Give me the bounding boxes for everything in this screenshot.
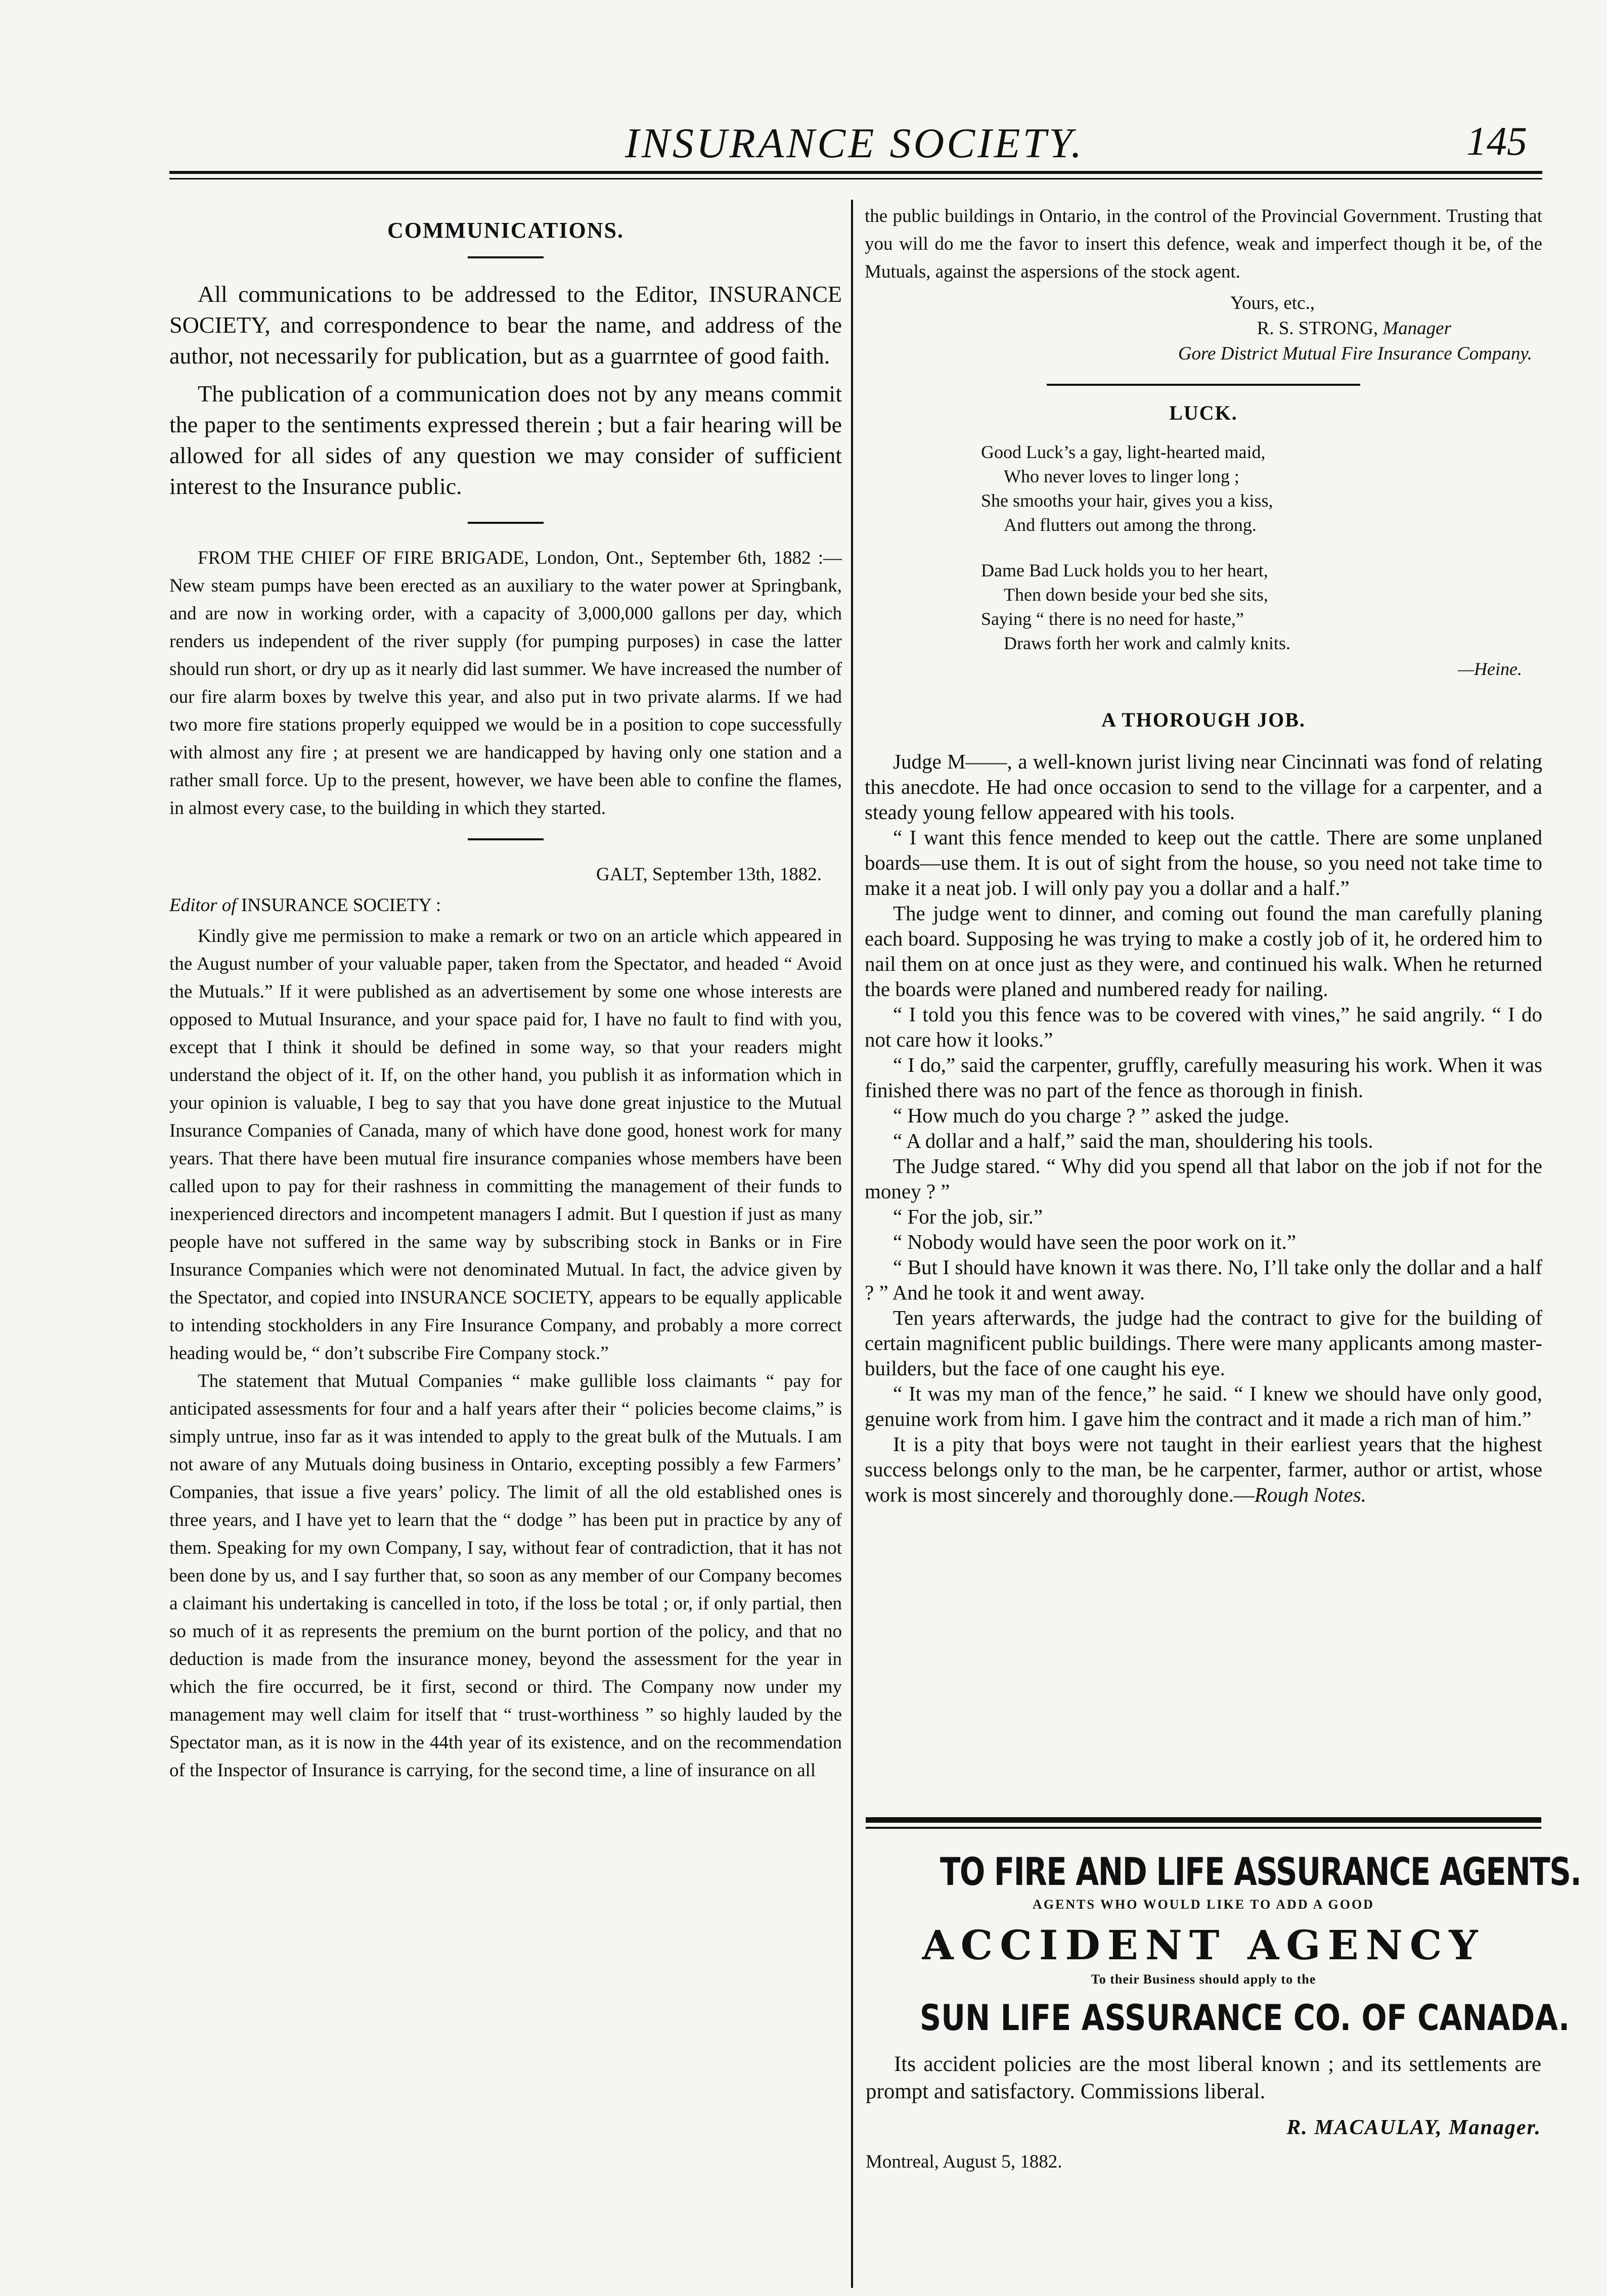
story-paragraph: “ How much do you charge ? ” asked the judge. [893, 1104, 1289, 1127]
signer-company: Gore District Mutual Fire Insurance Company. [1178, 343, 1532, 364]
column-divider [851, 200, 853, 2288]
poem-line: Dame Bad Luck holds you to her heart, [981, 560, 1268, 580]
ad-company-name: SUN LIFE ASSURANCE CO. OF CANADA. [919, 1997, 1570, 2039]
poem-line: Who never loves to linger long ; [1004, 466, 1239, 486]
communications-heading: COMMUNICATIONS. [387, 218, 624, 243]
story-source: Rough Notes. [1254, 1483, 1366, 1506]
story-paragraph: Ten years afterwards, the judge had the contract to give for the building of certain magnificent public buildings. There were many applicants among master-builders, but the face of one caught his eye. [865, 1306, 1542, 1380]
story-paragraph: “ For the job, sir.” [893, 1205, 1043, 1228]
story-paragraph: “ Nobody would have seen the poor work on it.” [893, 1230, 1297, 1253]
fire-chief-report [169, 544, 842, 822]
ad-subline-2: To their Business should apply to the [1091, 1972, 1316, 1987]
story-paragraph: The judge went to dinner, and coming out found the man carefully planing each board. Supposing he was trying to make a costly job of it, he ordered him to nail them on at once just as they were, and continued his walk. When he returned the boards were planed and numbered ready for nailing. [865, 902, 1542, 1001]
fire-chief-lead: FROM THE CHIEF OF FIRE BRIGADE, [198, 548, 529, 568]
story-paragraph-final [865, 1431, 1542, 1507]
section-rule [468, 522, 544, 524]
story-paragraph: “ It was my man of the fence,” he said. “ I knew we should have only good, genuine work from him. I gave him the contract and it made a rich man of him.” [865, 1382, 1542, 1430]
story-paragraph: “ A dollar and a half,” said the man, shouldering his tools. [893, 1129, 1373, 1152]
salutation-italic: Editor of [169, 895, 237, 916]
ad-rule-thick [866, 1817, 1541, 1823]
ad-date: Montreal, August 5, 1882. [866, 2151, 1062, 2172]
story-paragraph: “ I want this fence mended to keep out the cattle. There are some unplaned boards—use them. It is out of sight from the house, so you need not take time to make it a neat job. I will only pay you a dollar and a half.” [865, 826, 1542, 899]
thorough-job-heading: A THOROUGH JOB. [1101, 708, 1306, 731]
ad-rule-thin [866, 1827, 1541, 1829]
letter-signer [865, 316, 1451, 341]
poem-line: Draws forth her work and calmly knits. [1004, 633, 1290, 653]
running-title: INSURANCE SOCIETY. [624, 120, 1085, 167]
page-number: 145 [1466, 119, 1527, 164]
section-rule [1047, 384, 1360, 386]
letter-closing: Yours, etc., [1230, 293, 1315, 313]
galt-letter-paragraph-1: Kindly give me permission to make a remark or two on an article which appeared in the August number of your valuable paper, taken from the Spectator, and headed “ Avoid the Mutuals.” If it were published as an advertisement by some one whose interests are opposed to Mutual Insurance, and your space paid for, I have no fault to find with you, except that I think it should be defined in some way, so that your readers might understand the object of it. If, on the other hand, you publish it as information which in your opinion is valuable, I beg to say that you have done great injustice to the Mutual Insurance Companies of Canada, many of which have done good, honest work for many years. That there have been mutual fire insurance companies whose members have been called upon to pay for their rashness in committing the management of their funds to inexperienced directors and incompetent managers I admit. But I question if just as many people have not suffered in the same way by subscribing stock in Banks or in Fire Insurance Companies which were not denominated Mutual. In fact, the advice given by the Spectator, and copied into INSURANCE SOCIETY, appears to be equally applicable to intending stockholders in any Fire Insurance Company, and probably a more correct heading would be, “ don’t subscribe Fire Company stock.” [169, 926, 842, 1364]
fire-chief-body: London, Ont., September 6th, 1882 :—New steam pumps have been erected as an auxiliary to the water power at Springbank, and are now in working order, with a capacity of 3,000,000 gallons per day, which renders us independent of the river supply (for pumping purposes) in case the latter should run short, or dry up as it nearly did last summer. We have increased the number of our fire alarm boxes by twelve this year, and also put in two private alarms. If we had two more fire stations properly equipped we would be in a position to cope successfully with almost any fire ; at present we are handicapped by having only one station and a rather small force. Up to the present, however, we have been able to confine the flames, in almost every case, to the building in which they started. [169, 548, 842, 819]
sun-life-advertisement [866, 1817, 1581, 2173]
section-rule [468, 256, 544, 258]
ad-signer: R. MACAULAY, Manager. [1286, 2116, 1541, 2139]
poem-line: Saying “ there is no need for haste,” [981, 609, 1244, 629]
story-paragraph: “ I do,” said the carpenter, gruffly, carefully measuring his work. When it was finished there was no part of the fence as thorough in finish. [865, 1053, 1542, 1102]
signer-name: R. S. STRONG, [1257, 318, 1378, 339]
story-paragraph: “ But I should have known it was there. No, I’ll take only the dollar and a half ? ” And he took it and went away. [865, 1255, 1542, 1304]
thorough-job-story [865, 749, 1542, 1507]
communications-paragraph-2: The publication of a communication does not by any means commit the paper to the sentiments expressed therein ; but a fair hearing will be allowed for all sides of any question we may consider of sufficient interest to the Insurance public. [169, 381, 842, 499]
ad-headline: TO FIRE AND LIFE ASSURANCE AGENTS. [940, 1849, 1581, 1894]
right-column [865, 202, 1542, 1507]
story-paragraph: Judge M——, a well-known jurist living near Cincinnati was fond of relating this anecdote. He had once occasion to send to the village for a carpenter, and a steady young fellow appeared with his tools. [865, 750, 1542, 824]
poem-line: Good Luck’s a gay, light-hearted maid, [981, 442, 1266, 462]
left-column [169, 202, 842, 1784]
letter-salutation [169, 891, 842, 919]
header-rule-thin [169, 178, 1542, 179]
ad-subline-1: AGENTS WHO WOULD LIKE TO ADD A GOOD [1033, 1897, 1374, 1912]
story-paragraph: “ I told you this fence was to be covered with vines,” he said angrily. “ I do not care how it looks.” [865, 1003, 1542, 1051]
luck-heading: LUCK. [1169, 401, 1238, 424]
poem-line: She smooths your hair, gives you a kiss, [981, 490, 1273, 511]
luck-poem [981, 440, 1542, 655]
signer-title: Manager [1378, 318, 1451, 339]
salutation-publication: INSURANCE SOCIETY : [236, 895, 441, 916]
poem-attribution: —Heine. [1458, 659, 1522, 679]
ad-agency-title: ACCIDENT AGENCY [922, 1921, 1485, 1969]
story-paragraph-text: It is a pity that boys were not taught in their earliest years that the highest success belongs only to the man, be he carpenter, farmer, author or artist, whose work is most sincerely and thoroughly done.— [865, 1432, 1542, 1506]
poem-line: And flutters out among the throng. [1004, 515, 1257, 535]
poem-line: Then down beside your bed she sits, [1004, 584, 1268, 605]
galt-dateline: GALT, September 13th, 1882. [596, 864, 822, 885]
section-rule [468, 838, 544, 840]
ad-body: Its accident policies are the most liberal known ; and its settlements are prompt and satisfactory. Commissions liberal. [866, 2052, 1541, 2103]
galt-letter-paragraph-2: The statement that Mutual Companies “ make gullible loss claimants “ pay for anticipated assessments for four and a half years after their “ policies become claims,” is simply untrue, inso far as it was intended to apply to the great bulk of the Mutuals. I am not aware of any Mutuals doing business in Ontario, excepting possibly a few Farmers’ Companies, that issue a five years’ policy. The limit of all the old established ones is three years, and I have yet to learn that the “ dodge ” has been put in practice by any of them. Speaking for my own Company, I say, without fear of contradiction, that it has not been done by us, and I say further that, so soon as any member of our Company becomes a claimant his undertaking is cancelled in toto, if the loss be total ; or, if only partial, then so much of it as represents the premium on the burnt portion of the policy, and that no deduction is made from the insurance money, beyond the assessment for the year in which the fire occurred, be it first, second or third. The Company now under my management may well claim for itself that “ trust-worthiness ” so highly lauded by the Spectator man, as it is now in the 44th year of its existence, and on the recommendation of the Inspector of Insurance is carrying, for the second time, a line of insurance on all [169, 1371, 842, 1781]
story-paragraph: The Judge stared. “ Why did you spend all that labor on the job if not for the money ? ” [865, 1154, 1542, 1203]
communications-paragraph-1: All communications to be addressed to the Editor, INSURANCE SOCIETY, and correspondence to bear the name, and address of the author, not necessarily for publication, but as a guarrntee of good faith. [169, 281, 842, 369]
galt-letter-continued: the public buildings in Ontario, in the control of the Provincial Government. Trusting that you will do me the favor to insert this defence, weak and imperfect though it be, of the Mutuals, against the aspersions of the stock agent. [865, 206, 1542, 282]
header-rule-thick [169, 171, 1542, 174]
